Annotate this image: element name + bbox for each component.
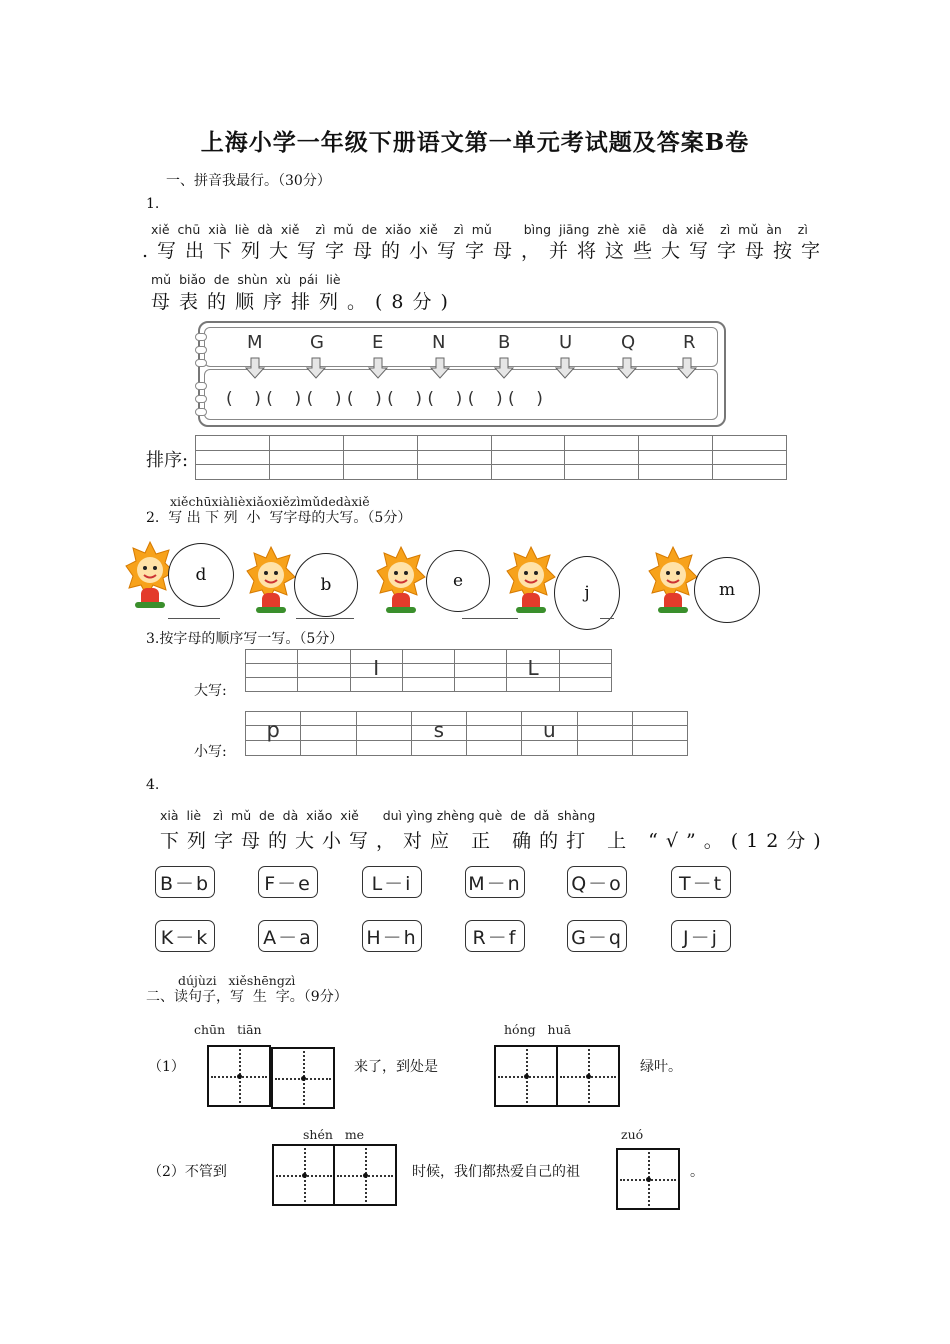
question-4-pinyin: xià liè zì mǔ de dà xiǎo xiě duì yìng zhèng què de dǎ shàng: [160, 808, 596, 823]
uppercase-letter: M: [247, 332, 263, 353]
given-lowercase-letter: d: [195, 565, 207, 585]
uppercase-letter: B: [498, 332, 511, 353]
uppercase-letter: E: [372, 332, 384, 353]
given-lowercase-letter: s: [433, 718, 445, 742]
question-1-text-line2: 母表的顺序排列。(8分): [151, 291, 457, 313]
sentence-2-end-text: 。: [690, 1164, 704, 1180]
answer-line[interactable]: [168, 618, 220, 619]
letter-circle: [168, 543, 234, 607]
given-uppercase-letter: I: [373, 656, 380, 680]
section-two-heading: 二、读句子，写 生 字。（9分）: [146, 989, 348, 1005]
question-1-number: 1.: [146, 196, 160, 212]
down-arrow-icon: [431, 358, 449, 378]
letter-pair-option[interactable]: F－e: [258, 866, 318, 898]
tianzige-writing-box[interactable]: [556, 1045, 620, 1107]
uppercase-letter: R: [683, 332, 696, 353]
sort-label: 排序:: [146, 450, 189, 471]
question-4-number: 4.: [146, 777, 160, 793]
sunflower-mascot-icon: [246, 545, 296, 621]
given-lowercase-letter: m: [718, 580, 736, 600]
answer-line[interactable]: [462, 618, 518, 619]
question-2-pinyin: xiěchūxiàlièxiǎoxiězìmǔdedàxiě: [170, 494, 370, 509]
sentence-1-number: （1）: [148, 1059, 185, 1075]
tianzige-writing-box[interactable]: [494, 1045, 558, 1107]
question-4-text: 下列字母的大小写，对应 正 确的打 上 “√”。(12分): [160, 830, 829, 852]
letter-pair-option[interactable]: K－k: [155, 920, 215, 952]
binder-ring-icon: [195, 346, 207, 354]
sentence-1-end-text: 绿叶。: [640, 1059, 682, 1075]
sentence-1-middle-text: 来了，到处是: [354, 1059, 438, 1075]
down-arrow-icon: [369, 358, 387, 378]
section-two-pinyin: dújùzi xiěshēngzì: [178, 973, 296, 988]
letter-circle: [294, 553, 358, 617]
binder-ring-icon: [195, 395, 207, 403]
down-arrow-icon: [307, 358, 325, 378]
answer-line[interactable]: [296, 618, 354, 619]
letter-pair-option[interactable]: L－i: [362, 866, 422, 898]
binder-ring-icon: [195, 408, 207, 416]
lowercase-row-label: 小写:: [194, 744, 227, 760]
tianzige-writing-box[interactable]: [272, 1144, 336, 1206]
down-arrow-icons: [204, 356, 716, 382]
sort-writing-grid[interactable]: [195, 435, 787, 480]
page-title: 上海小学一年级下册语文第一单元考试题及答案B卷: [200, 129, 750, 156]
letter-pair-option[interactable]: Q－o: [567, 866, 627, 898]
uppercase-row-label: 大写:: [194, 683, 227, 699]
question-1-pinyin-line2: mǔ biǎo de shùn xù pái liè: [151, 272, 341, 287]
answer-parentheses-row[interactable]: ( ) ( ) ( ) ( ) ( ) ( ) ( ) ( ): [226, 389, 543, 409]
answer-line[interactable]: [600, 618, 614, 619]
question-3-text: 3.按字母的顺序写一写。（5分）: [146, 631, 344, 647]
given-lowercase-letter: u: [543, 718, 556, 742]
letter-pair-option[interactable]: H－h: [362, 920, 422, 952]
tianzige-writing-box[interactable]: [616, 1148, 680, 1210]
given-lowercase-letter: p: [266, 718, 280, 742]
sentence-1-pinyin-b: hóng huā: [504, 1022, 572, 1037]
binder-ring-icon: [195, 333, 207, 341]
letter-pair-option[interactable]: R－f: [465, 920, 525, 952]
question-2-text: 2. 写 出 下 列 小 写字母的大写。（5分）: [146, 510, 412, 526]
letter-pair-option[interactable]: G－q: [567, 920, 627, 952]
binder-ring-icon: [195, 382, 207, 390]
sunflower-mascot-icon: [376, 545, 426, 621]
given-lowercase-letter: b: [320, 575, 332, 595]
uppercase-writing-grid[interactable]: [245, 649, 612, 692]
uppercase-letter: G: [310, 332, 324, 353]
down-arrow-icon: [678, 358, 696, 378]
uppercase-letter: U: [559, 332, 573, 353]
down-arrow-icon: [246, 358, 264, 378]
letter-pair-option[interactable]: T－t: [671, 866, 731, 898]
given-lowercase-letter: e: [452, 571, 464, 591]
sentence-2-middle-text: 时候，我们都热爱自己的祖: [412, 1164, 580, 1180]
letter-pair-option[interactable]: J－j: [671, 920, 731, 952]
question-1-pinyin-line1: xiě chū xià liè dà xiě zì mǔ de xiǎo xiě zì mǔ bìng jiāng zhè xiē dà xiě zì mǔ àn zì: [151, 222, 808, 237]
tianzige-writing-box[interactable]: [333, 1144, 397, 1206]
sentence-2-pinyin-a: shén me: [303, 1127, 365, 1142]
question-1-text-line1: .写出下列大写字母的小写字母，并将这些大写字母按字: [142, 240, 830, 262]
down-arrow-icon: [495, 358, 513, 378]
sentence-2-start-text: （2）不管到: [148, 1164, 227, 1180]
lowercase-writing-grid[interactable]: [245, 711, 688, 756]
given-uppercase-letter: L: [527, 656, 539, 680]
sunflower-mascot-icon: [506, 545, 556, 621]
letter-circle: [694, 557, 760, 623]
sentence-1-pinyin-a: chūn tiān: [194, 1022, 262, 1037]
down-arrow-icon: [556, 358, 574, 378]
tianzige-writing-box[interactable]: [271, 1047, 335, 1109]
section-one-heading: 一、拼音我最行。（30分）: [166, 173, 331, 189]
letter-circle: [426, 550, 490, 612]
sentence-2-pinyin-b: zuó: [621, 1127, 644, 1142]
letter-pair-option[interactable]: M－n: [465, 866, 525, 898]
letter-pair-option[interactable]: A－a: [258, 920, 318, 952]
letter-pair-option[interactable]: B－b: [155, 866, 215, 898]
uppercase-letter: N: [432, 332, 446, 353]
uppercase-letter: Q: [621, 332, 636, 353]
given-lowercase-letter: j: [584, 583, 590, 603]
sunflower-mascot-icon: [648, 545, 698, 621]
tianzige-writing-box[interactable]: [207, 1045, 271, 1107]
down-arrow-icon: [618, 358, 636, 378]
